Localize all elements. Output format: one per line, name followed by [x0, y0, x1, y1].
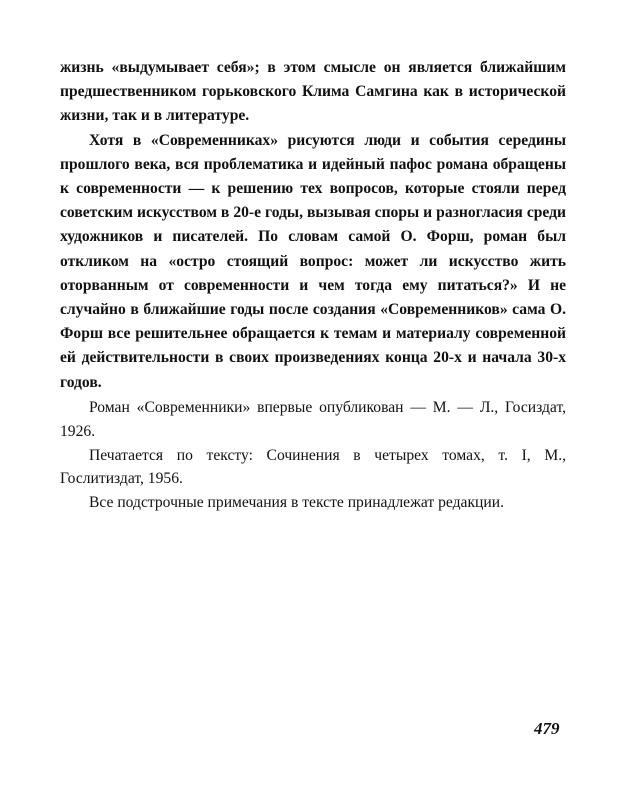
- page-number: 479: [534, 719, 560, 738]
- note-first-publication: Роман «Современники» впервые опубликован — М. — Л., Госиздат, 1926.: [60, 399, 566, 440]
- main-text-block: [60, 56, 566, 395]
- paragraph-continuation: жизнь «выдумывает себя»; в этом смысле он является ближайшим предшественником горьковского Клима Самгина как в исторической жизни, так и в литературе.: [60, 59, 566, 125]
- publication-notes: [60, 396, 566, 515]
- note-footnotes: Все подстрочные примечания в тексте принадлежат редакции.: [89, 494, 504, 512]
- note-text-source: Печатается по тексту: Сочинения в четырех томах, т. I, М., Гослитиздат, 1956.: [60, 446, 566, 488]
- paragraph-contemporaries: Хотя в «Современниках» рисуются люди и события середины прошлого века, вся проблематика и идейный пафос романа обращены к современности — к решению тех вопросов, которые стояли перед советским искусством в 20-е годы, вызывая споры и разногласия среди художников и писателей. По словам самой О. Форш, роман был откликом на «остро стоящий вопрос: может ли искусство жить оторванным от современности и чем тогда ему питаться?» И не случайно в ближайшие годы после создания «Современников» сама О. Форш все решительнее обращается к темам и материалу современной ей действительности в своих произведениях конца 20-х и начала 30-х годов.: [60, 131, 566, 391]
